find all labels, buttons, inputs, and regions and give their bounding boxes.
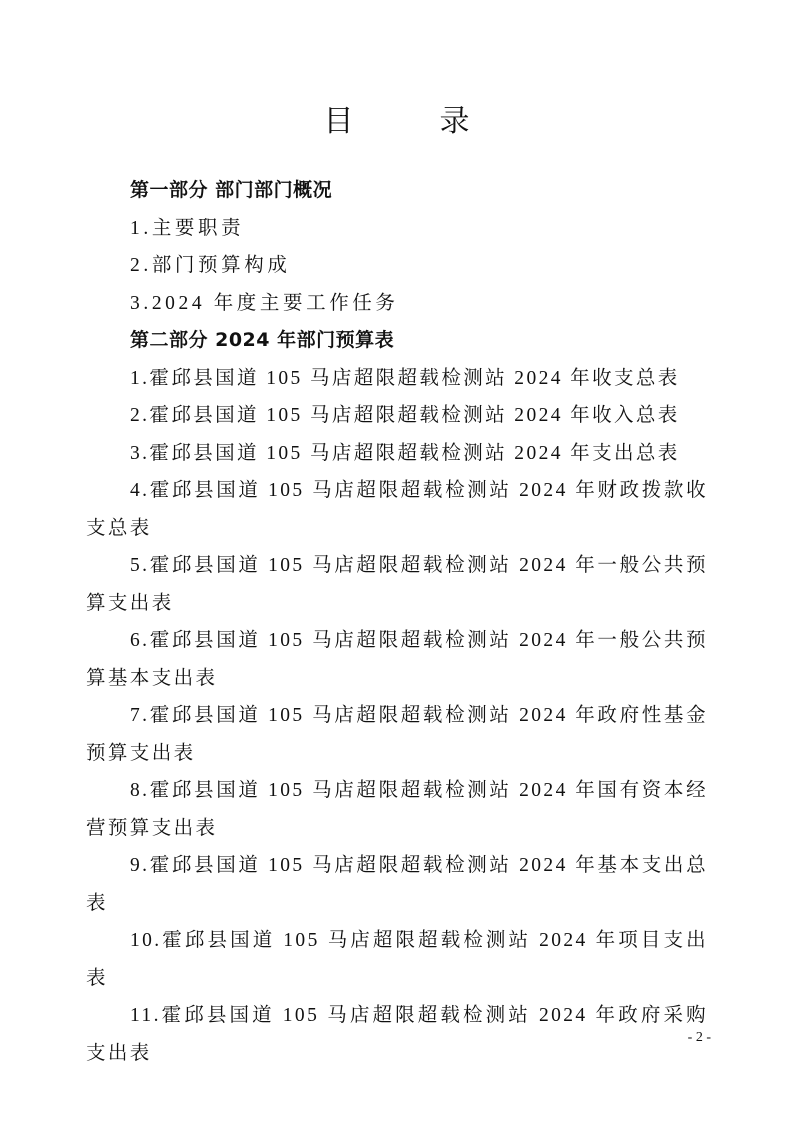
toc-item: 8.霍邱县国道 105 马店超限超载检测站 2024 年国有资本经营预算支出表 [86,780,708,839]
table-of-contents [86,172,708,1072]
toc-item: 1.霍邱县国道 105 马店超限超载检测站 2024 年收支总表 [130,367,680,389]
toc-item: 10.霍邱县国道 105 马店超限超载检测站 2024 年项目支出表 [86,930,708,989]
toc-item: 5.霍邱县国道 105 马店超限超载检测站 2024 年一般公共预算支出表 [86,555,708,614]
toc-item: 2.部门预算构成 [130,255,291,276]
toc-item: 1.主要职责 [130,217,245,239]
page-number: - 2 - [687,1030,711,1045]
toc-item: 4.霍邱县国道 105 马店超限超载检测站 2024 年财政拨款收支总表 [86,480,708,539]
page-title: 目 录 [323,105,498,138]
toc-item: 6.霍邱县国道 105 马店超限超载检测站 2024 年一般公共预算基本支出表 [86,630,708,689]
toc-item: 3.2024 年度主要工作任务 [130,292,399,314]
toc-part-heading: 第二部分 2024 年部门预算表 [130,329,395,351]
toc-part-heading: 第一部分 部门部门概况 [130,179,333,201]
toc-item: 3.霍邱县国道 105 马店超限超载检测站 2024 年支出总表 [130,442,680,464]
toc-item: 9.霍邱县国道 105 马店超限超载检测站 2024 年基本支出总表 [86,855,708,914]
toc-item: 2.霍邱县国道 105 马店超限超载检测站 2024 年收入总表 [130,405,680,426]
toc-item: 11.霍邱县国道 105 马店超限超载检测站 2024 年政府采购支出表 [86,1005,708,1064]
toc-item: 7.霍邱县国道 105 马店超限超载检测站 2024 年政府性基金预算支出表 [86,705,708,764]
